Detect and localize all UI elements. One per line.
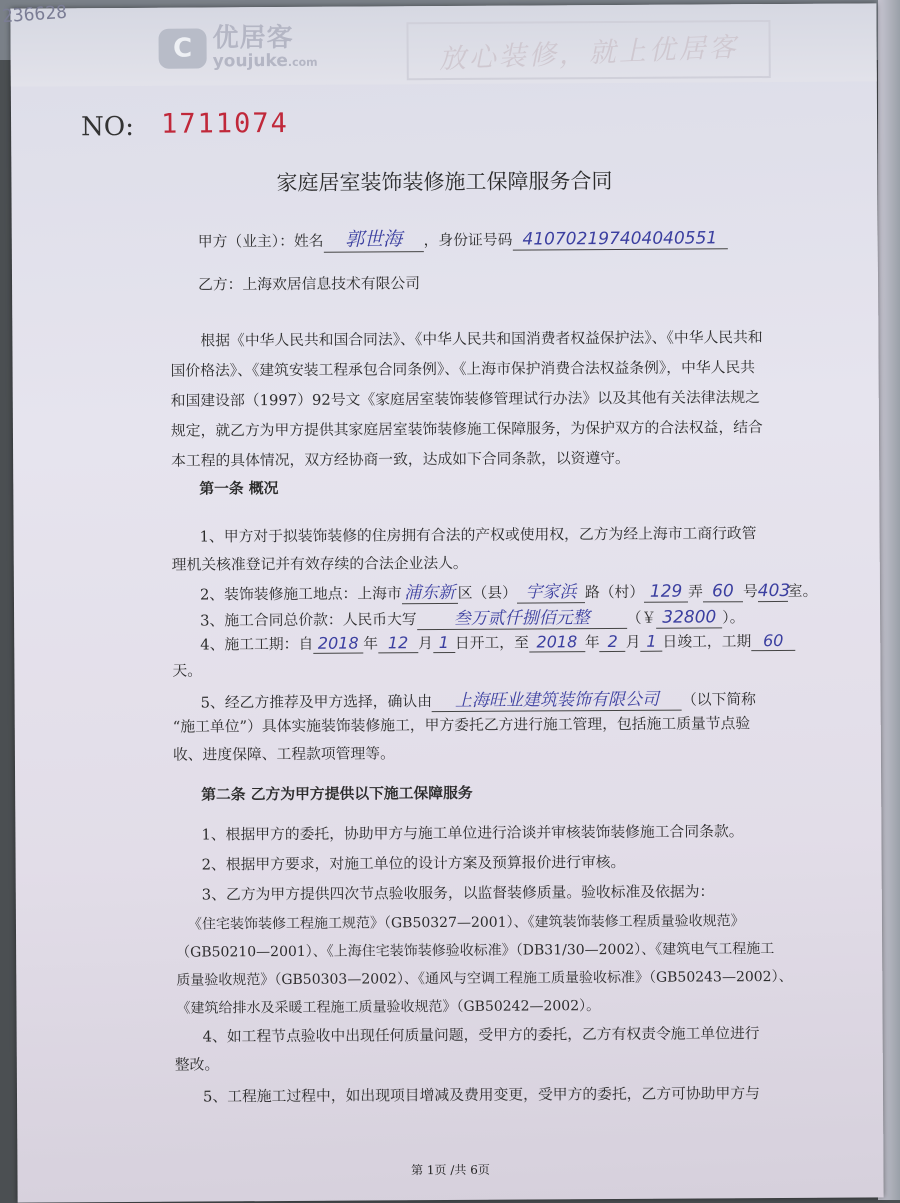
start-year-field: 2018 — [313, 634, 363, 654]
logo-cn-text: 优居客 — [212, 22, 294, 54]
standard-line: （GB50210—2001）、《上海住宅装饰装修验收标准》（DB31/30—2002）、《建筑电气工程施工 — [176, 941, 775, 961]
contract-title: 家庭居室装饰装修施工保障服务合同 — [276, 168, 613, 196]
party-a-id-label: ，身份证号码 — [423, 231, 513, 250]
article2-heading: 第二条 乙方为甲方提供以下施工保障服务 — [201, 784, 473, 804]
start-month-field: 12 — [378, 633, 418, 653]
room-field: 403 — [757, 580, 791, 602]
article2-item4-cont: 整改。 — [174, 1056, 220, 1074]
article2-item4: 4、如工程节点验收中出现任何质量问题，受甲方的委托，乙方有权责令施工单位进行 — [202, 1025, 760, 1046]
article1-item4-cont: 天。 — [172, 662, 203, 680]
article2-item: 2、根据甲方要求，对施工单位的设计方案及预算报价进行审核。 — [201, 853, 626, 874]
preamble-line: 和国建设部（1997）92号文《家庭居室装饰装修管理试行办法》以及其他有关法律法规之 — [170, 389, 760, 410]
preamble-line: 本工程的具体情况，双方经协商一致，达成如下合同条款，以资遵守。 — [171, 449, 630, 470]
article2-item: 1、根据甲方的委托，协助甲方与施工单位进行洽谈并审核装饰装修施工合同条款。 — [201, 823, 744, 844]
article1-heading: 第一条 概况 — [199, 480, 279, 498]
article1-item1: 理机关核准登记并有效存续的合法企业法人。 — [171, 554, 468, 574]
article1-item4: 4、施工工期：自 2018 年 12 月 1 日开工，至 2018 年 2 月 1 日竣工，工期 60 — [200, 630, 795, 655]
article2-item: 3、乙方为甲方提供四次节点验收服务，以监督装修质量。验收标准及依据为： — [201, 883, 715, 904]
party-b-line: 乙方：上海欢居信息技术有限公司 — [198, 275, 421, 294]
days-field: 60 — [751, 631, 795, 651]
article1-item5: 5、经乙方推荐及甲方选择，确认由 上海旺业建筑装饰有限公司 （以下简称 — [201, 684, 757, 713]
letterhead — [10, 3, 876, 86]
party-a-prefix: 甲方（业主）：姓名 — [197, 232, 324, 251]
logo-mark-icon: C — [158, 28, 206, 68]
logo-en-main: youjuke — [212, 50, 288, 72]
slogan-box — [406, 20, 770, 80]
party-a-line — [198, 222, 728, 253]
road-field: 宇家浜 — [517, 577, 585, 603]
contract-page — [10, 3, 883, 1202]
article1-item3: 3、施工合同总价款：人民币大写 叁万贰仟捌佰元整 （￥ 32800 ）。 — [200, 602, 745, 631]
youjuke-logo — [158, 22, 318, 72]
article1-item2: 2、装饰装修施工地点：上海市 浦东新 区（县） 宇家浜 路（村） 129 弄 60 号403室。 — [200, 576, 818, 606]
lane-field: 129 — [644, 582, 688, 603]
preamble-line: 国价格法》、《建筑安装工程承包合同条例》、《上海市保护消费合法权益条例》，中华人民共 — [170, 359, 756, 380]
standard-line: 质量验收规范》（GB50303—2002）、《通风与空调工程施工质量验收标准》（GB50243—2002）、 — [176, 968, 793, 989]
preamble-line: 根据《中华人民共和国合同法》、《中华人民共和国消费者权益保护法》、《中华人民共和 — [200, 329, 763, 350]
end-day-field: 1 — [640, 632, 662, 652]
amount-field: 32800 — [656, 607, 722, 628]
article2-item5: 5、工程施工过程中，如出现项目增减及费用变更，受甲方的委托，乙方可协助甲方与 — [202, 1085, 760, 1106]
slogan: 放心装修，就上优居客 — [438, 31, 740, 75]
logo-en-suffix: .com — [287, 55, 318, 69]
article1-item5-line3: 收、进度保障、工程款项管理等。 — [172, 745, 395, 764]
article1-item5-line2: “施工单位”）具体实施装饰装修施工，甲方委托乙方进行施工管理，包括施工质量节点验 — [172, 715, 751, 736]
end-month-field: 2 — [600, 632, 626, 652]
end-year-field: 2018 — [529, 632, 585, 652]
start-day-field: 1 — [433, 633, 455, 653]
contractor-field: 上海旺业建筑装饰有限公司 — [432, 685, 682, 713]
preamble-line: 规定，就乙方为甲方提供其家庭居室装饰装修施工保障服务，为保护双方的合法权益，结合 — [170, 419, 763, 440]
party-a-name: 郭世海 — [323, 224, 423, 253]
building-field: 60 — [703, 581, 743, 602]
standard-line: 《住宅装饰装修工程施工规范》（GB50327—2001）、《建筑装饰装修工程质量验收规范》 — [187, 913, 745, 933]
standard-line: 《建筑给排水及采暖工程施工质量验收规范》（GB50242—2002）。 — [176, 998, 601, 1017]
contract-no-value: 1711074 — [160, 107, 289, 140]
logo-en-text — [212, 50, 318, 72]
party-a-id-number: 410702197404040551 — [512, 228, 727, 250]
district-field: 浦东新 — [402, 578, 458, 604]
corner-handwritten-note: 236628 — [1, 1, 68, 28]
contract-no-label: NO: — [80, 111, 135, 143]
amount-words-field: 叁万贰仟捌佰元整 — [417, 603, 627, 630]
page-footer: 第 1页 /共 6页 — [411, 1162, 490, 1178]
article1-item1: 1、甲方对于拟装饰装修的住房拥有合法的产权或使用权，乙方为经上海市工商行政管 — [199, 525, 757, 546]
